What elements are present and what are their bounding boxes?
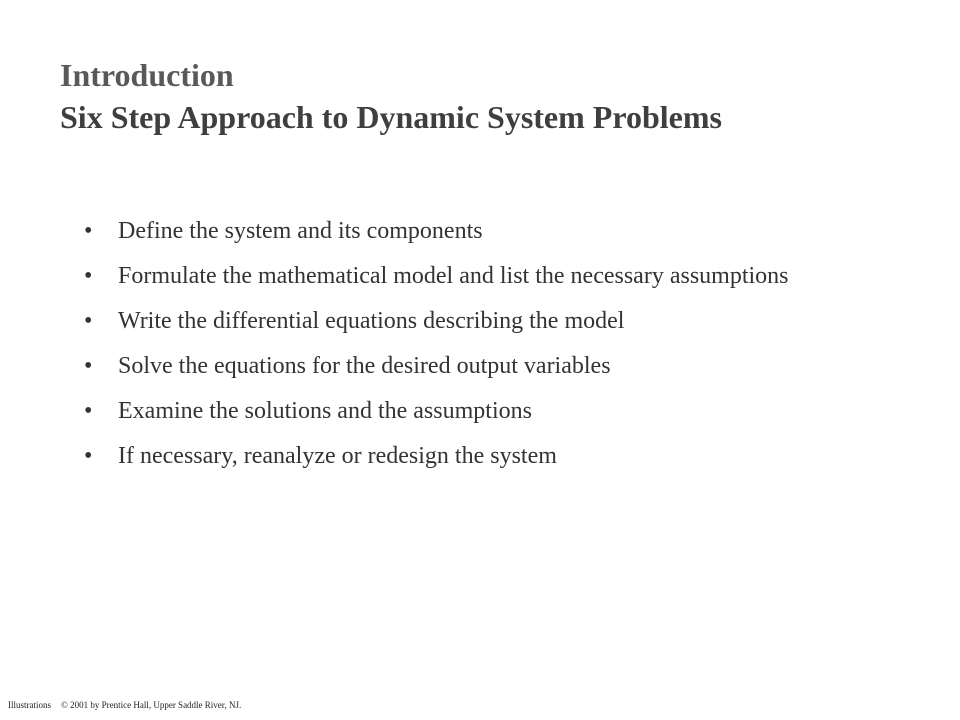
bullet-item xyxy=(84,261,884,291)
bullet-item xyxy=(84,216,884,246)
bullet-icon: • xyxy=(84,398,93,424)
bullet-item xyxy=(84,306,884,336)
bullet-text: Formulate the mathematical model and list the necessary assumptions xyxy=(118,263,789,289)
bullet-text: Define the system and its components xyxy=(118,218,483,244)
bullet-text: If necessary, reanalyze or redesign the system xyxy=(118,443,557,469)
bullet-icon: • xyxy=(84,218,93,244)
bullet-icon: • xyxy=(84,443,93,469)
bullet-text: Examine the solutions and the assumptions xyxy=(118,398,532,424)
footer-label: Illustrations xyxy=(8,700,51,710)
bullet-icon: • xyxy=(84,353,93,379)
bullet-item xyxy=(84,351,884,381)
footer xyxy=(8,700,241,710)
footer-copyright: © 2001 by Prentice Hall, Upper Saddle River, NJ. xyxy=(61,700,242,710)
bullet-list xyxy=(84,216,884,486)
bullet-text: Solve the equations for the desired output variables xyxy=(118,353,611,379)
title-block xyxy=(60,54,722,138)
bullet-icon: • xyxy=(84,308,93,334)
bullet-icon: • xyxy=(84,263,93,289)
bullet-item xyxy=(84,441,884,471)
bullet-item xyxy=(84,396,884,426)
slide-subtitle: Six Step Approach to Dynamic System Problems xyxy=(60,99,722,135)
bullet-text: Write the differential equations describing the model xyxy=(118,308,625,334)
slide-title: Introduction xyxy=(60,57,234,93)
